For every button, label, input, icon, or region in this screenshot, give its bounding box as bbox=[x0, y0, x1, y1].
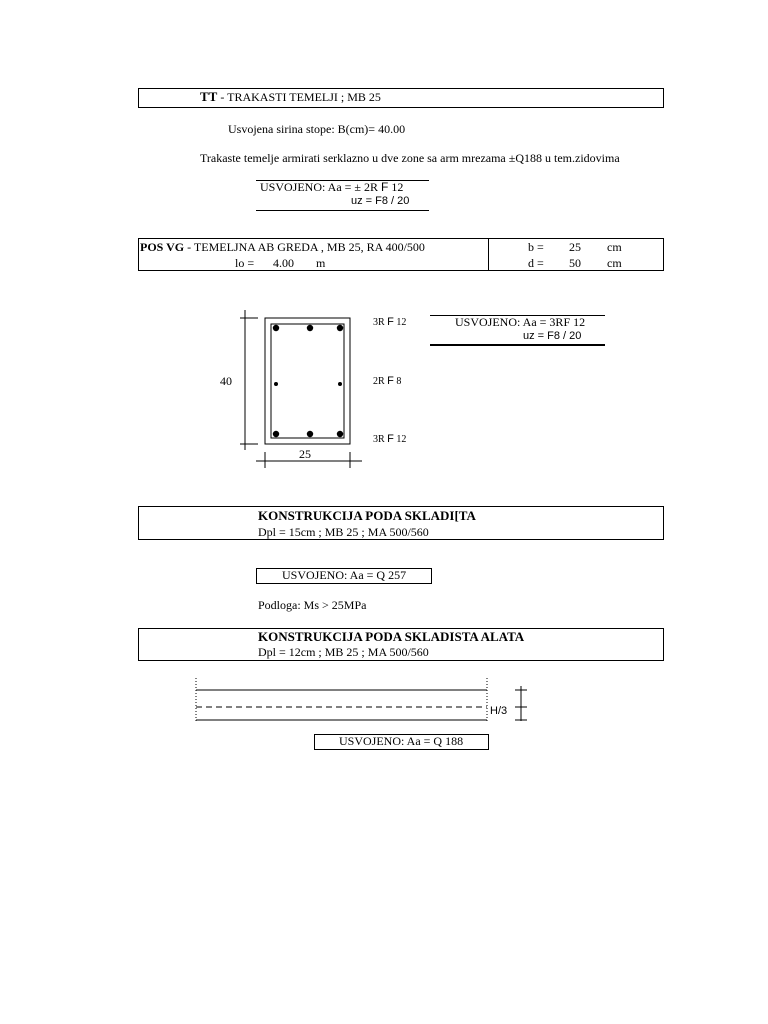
tt-adopted-phi: F bbox=[381, 180, 389, 194]
mid-bars-label: 2R F 8 bbox=[373, 375, 402, 387]
tt-width-line: Usvojena sirina stope: B(cm)= 40.00 bbox=[228, 122, 406, 136]
tt-stirrups: uz = F8 / 20 bbox=[351, 195, 410, 207]
floor2-adopted: USVOJENO: Aa = Q 188 bbox=[339, 734, 464, 748]
beam-height-label: 40 bbox=[220, 374, 232, 388]
pos-vg-b-value: 25 bbox=[569, 240, 581, 254]
floor2-spec: Dpl = 12cm ; MB 25 ; MA 500/560 bbox=[258, 645, 429, 659]
beam-width-label: 25 bbox=[299, 447, 311, 461]
pos-vg-lo-value: 4.00 bbox=[273, 256, 294, 270]
pos-vg-d-label: d = bbox=[528, 256, 544, 270]
pos-vg-b-label: b = bbox=[528, 240, 544, 254]
floor1-adopted: USVOJENO: Aa = Q 257 bbox=[282, 568, 407, 582]
floor1-spec: Dpl = 15cm ; MB 25 ; MA 500/560 bbox=[258, 525, 429, 539]
tt-note: Trakaste temelje armirati serklazno u dve zone sa arm mrezama ±Q188 u tem.zidovima bbox=[200, 151, 620, 165]
tt-code: TT bbox=[200, 89, 218, 104]
tt-title: - TRAKASTI TEMELJI ; MB 25 bbox=[217, 90, 381, 104]
pos-vg-title: - TEMELJNA AB GREDA , MB 25, RA 400/500 bbox=[184, 240, 425, 254]
h3-label: H/3 bbox=[490, 705, 508, 717]
floor1-subgrade: Podloga: Ms > 25MPa bbox=[258, 598, 367, 612]
pos-vg-stirrups: uz = F8 / 20 bbox=[523, 330, 582, 342]
floor2-title: KONSTRUKCIJA PODA SKLADISTA ALATA bbox=[258, 629, 525, 644]
tt-adopted-suffix: 12 bbox=[388, 180, 404, 194]
floor1-title: KONSTRUKCIJA PODA SKLADI[TA bbox=[258, 508, 476, 523]
top-bars-label: 3R F 12 bbox=[373, 316, 407, 328]
pos-vg-d-value: 50 bbox=[569, 256, 581, 270]
pos-vg-adopted: USVOJENO: Aa = 3RF 12 bbox=[455, 315, 586, 329]
pos-vg-code: POS VG bbox=[140, 240, 185, 254]
tt-adopted-prefix: USVOJENO: Aa = ± 2R bbox=[260, 180, 379, 194]
pos-vg-b-unit: cm bbox=[607, 240, 622, 254]
pos-vg-lo-unit: m bbox=[316, 256, 326, 270]
bot-bars-label: 3R F 12 bbox=[373, 433, 407, 445]
pos-vg-d-unit: cm bbox=[607, 256, 622, 270]
pos-vg-lo-label: lo = bbox=[235, 256, 255, 270]
